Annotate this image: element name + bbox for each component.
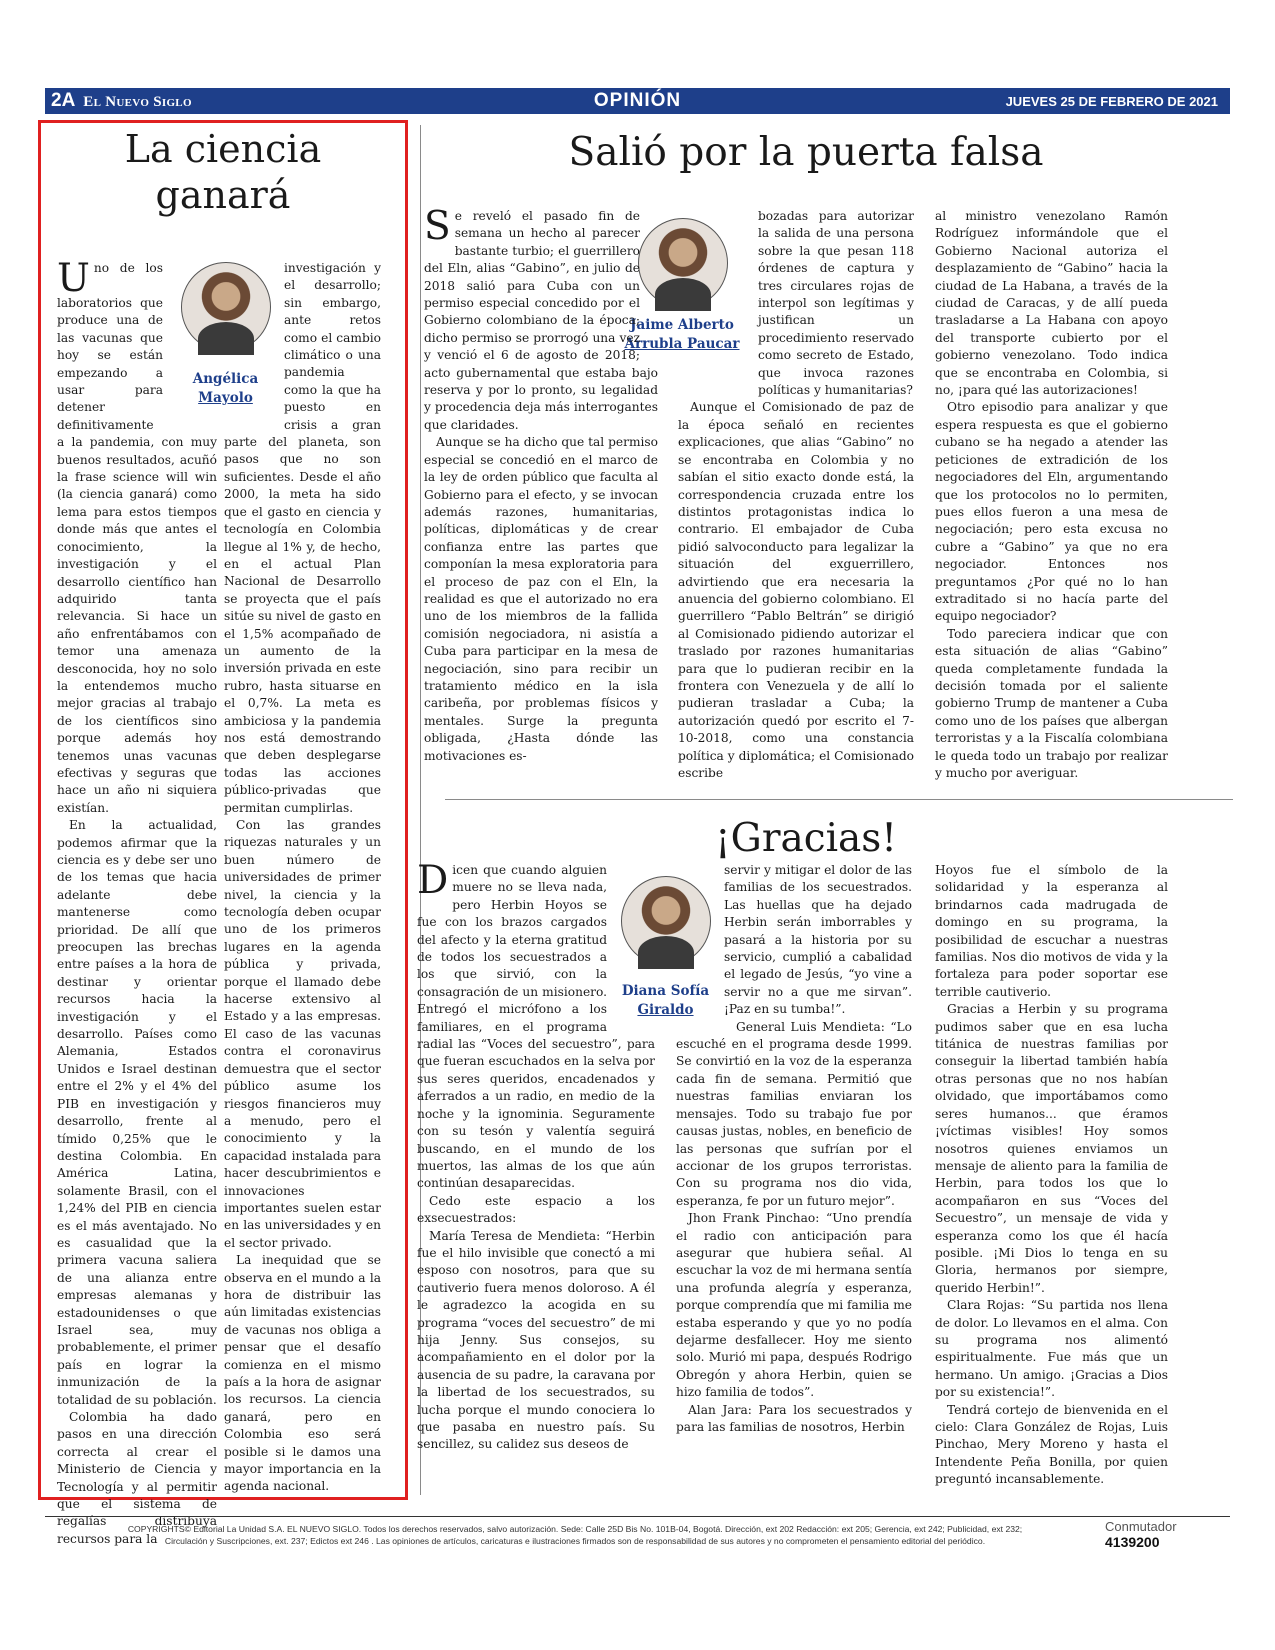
paragraph: Aunque se ha dicho que tal permiso especial se concedió en el marco de la ley de orden público que faculta al Gobierno para el efecto, y se invocan además razones, humanitarias, políticas, diplomáticas y de crear confianza entre las partes que componían la mesa exploratoria para el proceso de paz con el Eln, la realidad es que el autorizado no era uno de los miembros de la fallida comisión negociadora, ni asistía a Cuba para participar en la mesa de negociación, sino para recibir un tratamiento médico en la isla caribeña, por problemas físicos y mentales. Surge la pregunta obligada, ¿Hasta dónde las motivaciones es- (424, 435, 658, 763)
paragraph: Gracias a Herbin y su programa pudimos saber que en esa lucha titánica de nuestras familias por conseguir la libertad también había otras personas que no nos habían olvidado, que importábamos como seres humanos... que éramos ¡víctimas visibles! Hoy somos nosotros quienes enviamos un mensaje de aliento para la familia de Herbin, para todos los que lo acompañaron en sus “Voces del Secuestro”, un mensaje de vida y esperanza como los que él hacía posible. ¡Mi Dios lo tenga en su Gloria, hermanos por siempre, querido Herbin!”. (935, 1002, 1168, 1295)
paragraph: General Luis Mendieta: “Lo escuché en el programa desde 1999. Se convirtió en la voz de la esperanza cada fin de semana. Permitió que nuestras familias enviaran los mensajes. Todo su trabajo fue por causas justas, nobles, en beneficio de las personas que sufrían por el accionar de los grupos terroristas. Con su programa nos dio vida, esperanza, fe por un futuro mejor”. (676, 1019, 912, 1208)
paragraph: icen que cuando alguien muere no se lleva nada, pero Herbin Hoyos se fue con los brazos cargados del afecto y la eterna gratitud de todos los secuestrados a los que sirvió, con la consagración de un misionero. Entregó el micrófono a los familiares, en el programa radial las “Voces del secuestro”, para que fueran escuchados en la selva por sus seres queridos, encadenados y aferrados a un radio, en medio de la noche y la ignominia. Seguramente con su tesón y valentía seguirá buscando, en el mundo de los muertos, las almas de los que aún continúan desaparecidas. (417, 863, 655, 1191)
drop-cap: S (424, 204, 451, 249)
paragraph: María Teresa de Mendieta: “Herbin fue el hilo invisible que conectó a mi esposo con nosotros, para que su cautiverio fuera menos doloroso. A él le agradezco la acogida en su programa “voces del secuestro” de mi hija Jenny. Sus consejos, su acompañamiento en el dolor por la ausencia de su padre, la caravana por la libertad de los secuestrados, su lucha porque el mundo conociera lo que pasaba en nuestro país. Su sencillez, su calidez sus deseos de (417, 1228, 655, 1452)
drop-cap: D (417, 858, 449, 903)
section-divider (445, 799, 1233, 800)
switchboard (1105, 1519, 1205, 1550)
article-body-col1 (417, 858, 655, 1452)
article-headline-gracias: ¡Gracias! (715, 816, 897, 861)
drop-cap: U (57, 256, 90, 301)
article-headline-ciencia (50, 126, 396, 218)
article-body-col2 (676, 862, 912, 1434)
masthead-bar (45, 88, 1230, 114)
paragraph: servir y mitigar el dolor de las familias de los secuestrados. Las huellas que ha dejado Herbin serán imborrables y pasará a la historia por su servicio, cumplió a cabalidad el legado de Jesús, “yo vine a servir no a que me sirvan”. ¡Paz en su tumba!”. (724, 863, 912, 1017)
issue-date: JUEVES 25 DE FEBRERO DE 2021 (1005, 93, 1218, 109)
switchboard-number: 4139200 (1105, 1534, 1160, 1550)
headline-line-1: La ciencia (124, 127, 322, 171)
paragraph: Aunque el Comisionado de paz de la época señaló en recientes explicaciones, que alias “Gabino” no se encontraba en Colombia y no sabían el sitio exacto donde está, la correspondencia cruzada entre los distintos protagonistas indica lo contrario. El embajador de Cuba pidió salvoconducto para legalizar la situación del exguerrillero, advirtiendo que era necesaria la anuencia del gobierno colombiano. El guerrillero “Pablo Beltrán” se dirigió al Comisionado pidiendo autorizar el traslado por razones humanitarias para que lo pudieran recibir en la frontera con Venezuela y de allí lo pudieran trasladar a Cuba; la autorización quedó por escrito el 7-10-2018, como una constancia política y diplomática; el Comisionado escribe (678, 400, 914, 780)
paragraph: Cedo este espacio a los exsecuestrados: (417, 1193, 655, 1226)
paragraph: al ministro venezolano Ramón Rodríguez informándole que el Gobierno Nacional autoriza el desplazamiento de “Gabino” hacia la ciudad de La Habana, a través de la ciudad de Caracas, y de allí pueda trasladarse a La Habana con apoyo del transporte cubierto por el gobierno venezolano. Todo indica que se encontraba en Colombia, si no, ¡para qué las autorizaciones! (935, 209, 1168, 398)
article-headline-puerta-falsa: Salió por la puerta falsa (568, 130, 1044, 175)
page-number: 2A (51, 90, 76, 111)
paragraph: e reveló el pasado fin de semana un hecho al parecer bastante turbio; el guerrillero del Eln, alias “Gabino”, en julio de 2018 salió para Cuba con un permiso especial concedido por el Gobierno colombiano de la época; dicho permiso se prorrogó una vez y venció el 6 de agosto de 2018; acto gubernamental que estaba bajo reserva y por lo pronto, su legalidad y procedencia deja más interrogantes que claridades. (424, 209, 658, 432)
author-first-name: Angélica (192, 371, 259, 387)
paragraph: bozadas para autorizar la salida de una persona sobre la que pesan 118 órdenes de captura y tres circulares rojas de interpol son legítimas y justifican un procedimiento reservado como secreto de Estado, que invoca razones políticas y humanitarias? (758, 209, 914, 398)
article-body-col2 (678, 208, 914, 780)
paragraph: Colombia ha dado pasos en una dirección correcta al crear el Ministerio de Ciencia y Tecnología y al permitir que el sistema de regalías distribuya recursos para la (57, 1410, 217, 1546)
section-title: OPINIÓN (593, 90, 682, 111)
paragraph: Jhon Frank Pinchao: “Uno prendía el radio con anticipación para asegurar que hubiera señal. Al escuchar la voz de mi hermana sentía una profunda alegría y esperanza, porque comprendía que mi familia me estaba esperando y que yo no podía dejarme desfallecer. Hoy me siento solo. Murió mi papa, después Rodrigo Obregón y ahora Herbin, quien se hizo familia de todos”. (676, 1211, 912, 1400)
author-last-name: Arrubla Paucar (624, 336, 740, 352)
paragraph: Clara Rojas: “Su partida nos llena de dolor. Lo llevamos en el alma. Con su programa nos alimentó espiritualmente. Fue más que un hermano. Un amigo. ¡Gracias a Dios por su existencia!”. (935, 1298, 1168, 1400)
switchboard-label: Conmutador (1105, 1519, 1177, 1534)
paragraph: investigación y el desarrollo; sin embargo, ante retos como el cambio climático o una pandemia como la que ha puesto en crisis a gran parte del planeta, son pasos que no son suficientes. Desde el año 2000, la meta ha sido que el gasto en ciencia y tecnología en Colombia llegue al 1% y, de hecho, en el actual Plan Nacional de Desarrollo se proyecta que el país sitúe su nivel de gasto en el 1,5% acompañado de un aumento de la inversión privada en este rubro, hasta situarse en el 0,7%. La meta es ambiciosa y la pandemia nos está demostrando que deben desplegarse todas las acciones público-privadas que permitan cumplirlas. (224, 261, 381, 815)
paragraph: Alan Jara: Para los secuestrados y para las familias de nosotros, Herbin (676, 1402, 912, 1434)
author-first-name: Jaime Alberto (630, 317, 734, 333)
copyright-line-2: Circulación y Suscripciones, ext. 237; Edictos ext 246 . Las opiniones de artículos, caricaturas e ilustraciones firmados son de responsabilidad de sus autores y no comprometen el pensamiento editorial del periódico. (164, 1536, 986, 1546)
article-body-col1 (57, 256, 217, 1546)
paragraph: no de los laboratorios que produce una de las vacunas que hoy se están empezando a usar para detener definitivamente a la pandemia, con muy buenos resultados, acuñó la frase science will win (la ciencia ganará) como lema para estos tiempos donde más que antes el conocimiento, la investigación y el desarrollo científico han adquirido tanta relevancia. Si hace un año enfrentábamos con temor una amenaza desconocida, hoy no solo la entendemos mucho mejor gracias al trabajo de los científicos sino porque además hoy tenemos unas vacunas efectivas y seguras que hace un año ni siquiera existían. (57, 261, 217, 815)
newspaper-name: El Nuevo Siglo (83, 94, 192, 110)
headline-line-2: ganará (155, 173, 291, 217)
paragraph: Todo pareciera indicar que con esta situación de alias “Gabino” queda completamente fundada la decisión tomada por el saliente gobierno Trump de mantener a Cuba como uno de los países que albergan terroristas y a la Fiscalía colombiana le queda todo un trabajo por realizar y mucho por averiguar. (935, 626, 1168, 780)
author-last-name: Giraldo (637, 1002, 694, 1018)
paragraph: Otro episodio para analizar y que espera respuesta es que el gobierno cubano se ha negado a atender las peticiones de extradición de los negociadores del Eln, argumentando que los protocolos no lo permiten, pues ellos fueron a una mesa de negociación; pero esta excusa no cubre a “Gabino” ya que no era negociador. Entonces nos preguntamos ¿Por qué no lo han extraditado si no hacía parte del equipo negociador? (935, 400, 1168, 624)
copyright-line-1: COPYRIGHTS© Editorial La Unidad S.A. EL NUEVO SIGLO. Todos los derechos reservados, salvo autorización. Sede: Calle 25D Bis No. 101B-04, Bogotá. Dirección, ext 202 Redacción: ext 205; Gerencia, ext 242; Publicidad, ext 232; (127, 1524, 1023, 1534)
copyright-notice (65, 1523, 1085, 1547)
paragraph: En la actualidad, podemos afirmar que la ciencia es y debe ser uno de los temas que hacia adelante debe mantenerse como prioridad. De allí que preocupen las brechas entre países a la hora de destinar y orientar recursos hacia la investigación y el desarrollo. Países como Alemania, Estados Unidos e Israel destinan entre el 2% y el 4% del PIB en investigación y desarrollo, frente al tímido 0,25% que le destina Colombia. En América Latina, solamente Brasil, con el 1,24% del PIB en ciencia es el más aventajado. No es casualidad que la primera vacuna saliera de una alianza entre empresas alemanas y estadounidenses o que Israel sea, muy probablemente, el primer país en lograr la inmunización de la totalidad de su población. (57, 818, 217, 1407)
author-last-name: Mayolo (198, 390, 253, 406)
paragraph: Con las grandes riquezas naturales y un buen número de universidades de primer nivel, la ciencia y la tecnología deben ocupar uno de los primeros lugares en la agenda pública y privada, porque el llamado debe hacerse extensivo al Estado y a las empresas. El caso de las vacunas contra el coronavirus demuestra que el sector público asume los riesgos financieros muy a menudo, pero el conocimiento y la capacidad instalada para hacer descubrimientos e innovaciones importantes suelen estar en las universidades y en el sector privado. (224, 818, 381, 1250)
paragraph: La inequidad que se observa en el mundo a la hora de distribuir las aún limitadas existencias de vacunas nos obliga a pensar que el desafío comienza en el mismo país a la hora de asignar los recursos. La ciencia ganará, pero en Colombia eso será posible si le damos una mayor importancia en la agenda nacional. (224, 1253, 381, 1494)
author-first-name: Diana Sofía (621, 983, 710, 999)
article-body-col3 (935, 208, 1168, 780)
paragraph: Tendrá cortejo de bienvenida en el cielo: Clara González de Rojas, Luis Pinchao, Mery Moreno y hasta el Intendente Peña Bonilla, por quien preguntó incansablemente. (935, 1402, 1168, 1487)
paragraph: Hoyos fue el símbolo de la solidaridad y la esperanza al brindarnos cada madrugada de domingo en su programa, la posibilidad de escuchar a nuestras familias. Nos dio motivos de vida y la fortaleza para poder soportar ese terrible cautiverio. (935, 863, 1168, 999)
page-footer (45, 1516, 1230, 1550)
article-body-col1 (424, 204, 658, 763)
article-body-col3 (935, 862, 1168, 1487)
article-body-col2 (224, 260, 381, 1494)
